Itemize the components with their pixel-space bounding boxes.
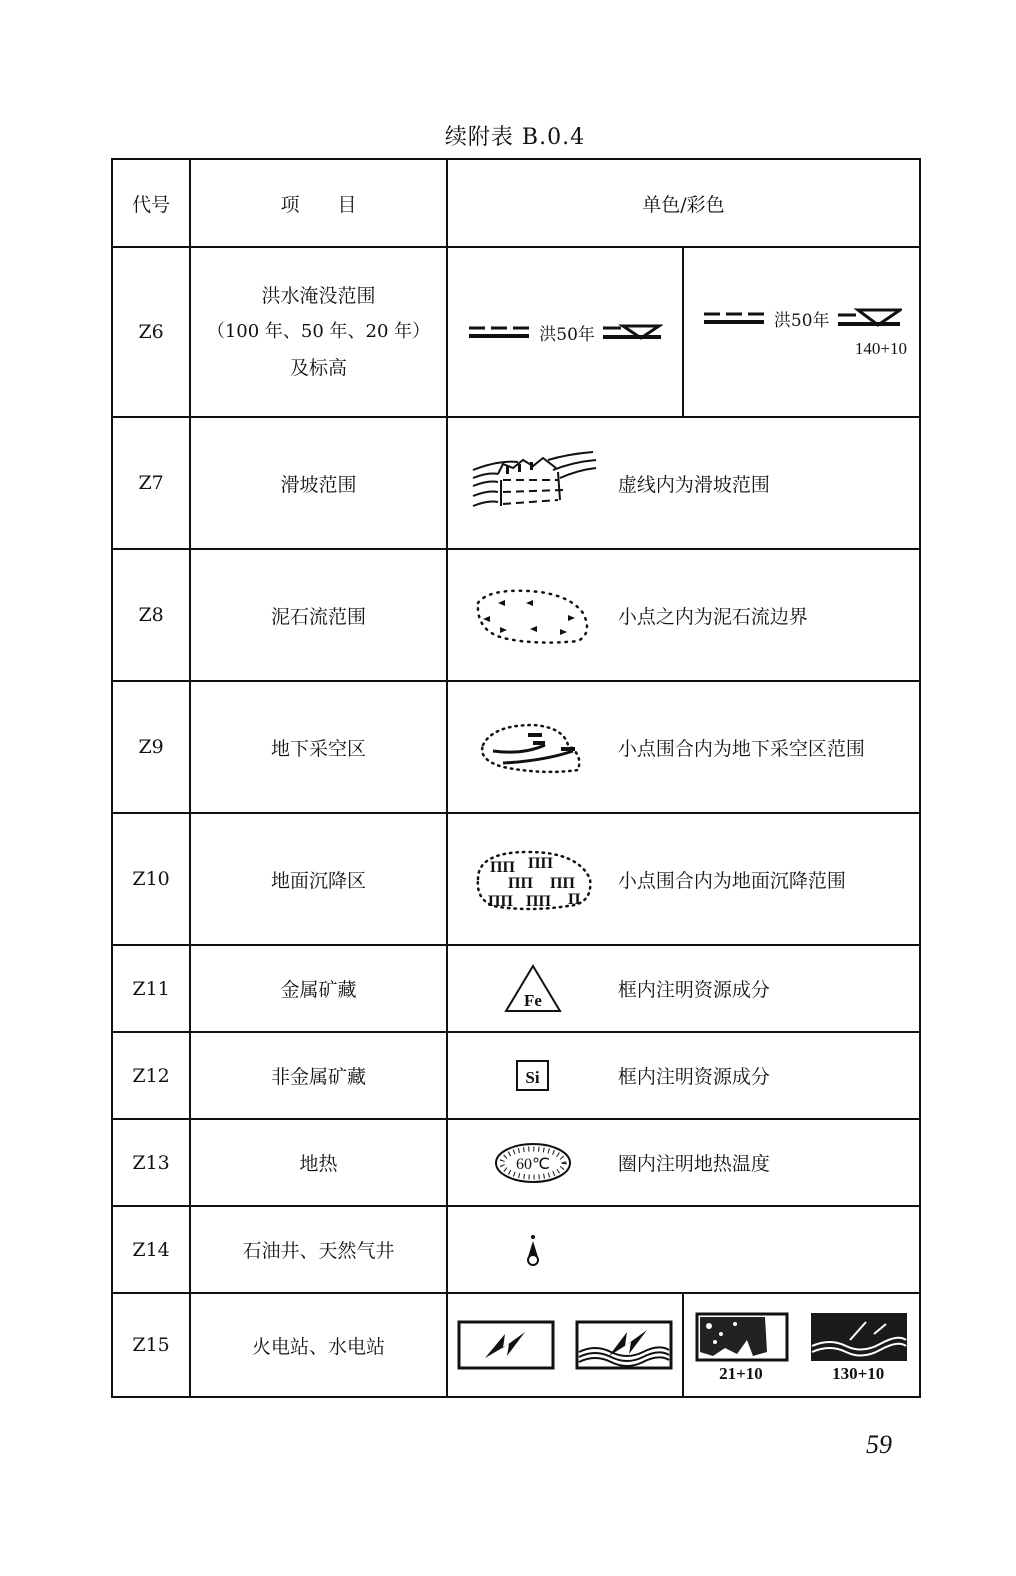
row-code: Z13 (112, 1119, 190, 1206)
geothermal-icon (493, 1140, 573, 1186)
row-item (190, 247, 447, 417)
row-code: Z15 (112, 1293, 190, 1397)
svg-text:ΠΠ: ΠΠ (507, 875, 533, 892)
row-item: 地面沉降区 (190, 813, 447, 945)
symbol-cell (447, 813, 920, 945)
row-item: 地下采空区 (190, 681, 447, 813)
mono-symbol-cell (447, 1293, 684, 1397)
row-code: Z11 (112, 945, 190, 1032)
color-code: 130+10 (832, 1364, 885, 1383)
page-number: 59 (866, 1430, 892, 1459)
svg-text:ΠΠ: ΠΠ (525, 893, 551, 910)
color-symbol-cell (683, 247, 920, 417)
symbol-description: 虚线内为滑坡范围 (617, 473, 770, 496)
table-row (112, 1119, 920, 1206)
landslide-icon (468, 450, 598, 516)
table-row (112, 549, 920, 681)
symbol-cell (447, 1206, 920, 1293)
debris-flow-icon (468, 583, 598, 647)
symbol-description: 小点围合内为地面沉降范围 (617, 869, 846, 892)
row-item: 金属矿藏 (190, 945, 447, 1032)
elevation-color-code: 140+10 (854, 338, 907, 358)
elevation-marker-icon (836, 307, 902, 329)
flood-label: 洪50年 (773, 310, 830, 331)
row-code: Z14 (112, 1206, 190, 1293)
svg-text:ΠΠ: ΠΠ (549, 875, 575, 892)
row-item: 石油井、天然气井 (190, 1206, 447, 1293)
oil-well-icon (523, 1233, 543, 1267)
row-item: 非金属矿藏 (190, 1032, 447, 1119)
row-code: Z7 (112, 417, 190, 549)
thermal-power-station-icon (457, 1320, 555, 1370)
header-item: 项 目 (190, 159, 447, 247)
symbol-table (111, 158, 921, 1398)
color-code: 21+10 (719, 1364, 763, 1383)
symbol-description: 框内注明资源成分 (617, 979, 770, 1001)
svg-text:Π: Π (567, 891, 581, 908)
header-symbol: 单色/彩色 (447, 159, 920, 247)
row-code: Z10 (112, 813, 190, 945)
symbol-cell (447, 549, 920, 681)
elevation-marker-icon (601, 322, 663, 342)
triangle-ore-icon (503, 963, 563, 1015)
item-line: 洪水淹没范围 (261, 285, 376, 307)
symbol-cell (447, 681, 920, 813)
table-row (112, 813, 920, 945)
symbol-description: 小点之内为泥石流边界 (617, 605, 808, 628)
symbol-description: 小点围合内为地下采空区范围 (617, 737, 865, 760)
header-code: 代号 (112, 159, 190, 247)
svg-text:ΠΠ: ΠΠ (489, 859, 515, 876)
subsidence-icon (468, 844, 598, 914)
color-symbol-cell (683, 1293, 920, 1397)
symbol-cell (447, 1032, 920, 1119)
color-codes (684, 1364, 919, 1384)
thermal-power-station-color-icon (695, 1312, 789, 1362)
symbol-cell (447, 417, 920, 549)
symbol-cell (447, 945, 920, 1032)
row-code: Z12 (112, 1032, 190, 1119)
svg-text:Fe: Fe (523, 990, 542, 1010)
table-row (112, 681, 920, 813)
mined-out-area-icon (473, 715, 593, 779)
mono-symbol-cell (447, 247, 684, 417)
svg-text:ΠΠ: ΠΠ (527, 855, 553, 872)
row-item: 泥石流范围 (190, 549, 447, 681)
row-item: 地热 (190, 1119, 447, 1206)
table-row (112, 945, 920, 1032)
item-line: （100 年、50 年、20 年） (206, 321, 431, 342)
row-code: Z8 (112, 549, 190, 681)
table-title: 续附表 B.0.4 (444, 125, 586, 150)
table-row (112, 1032, 920, 1119)
dashed-flood-line-icon (467, 323, 533, 341)
row-item: 滑坡范围 (190, 417, 447, 549)
table-row (112, 417, 920, 549)
flood-label: 洪50年 (539, 324, 595, 345)
flood-symbol-color (684, 306, 919, 331)
symbol-cell (447, 1119, 920, 1206)
item-line: 及标高 (289, 357, 347, 379)
row-item: 火电站、水电站 (190, 1293, 447, 1397)
flood-symbol-mono (448, 320, 683, 345)
table-header-row (112, 159, 920, 247)
row-code: Z6 (112, 247, 190, 417)
symbol-description: 框内注明资源成分 (617, 1066, 770, 1088)
square-mineral-icon (515, 1059, 551, 1093)
table-row (112, 247, 920, 417)
svg-text:Si: Si (525, 1067, 540, 1087)
table-row (112, 1293, 920, 1397)
hydro-power-station-icon (575, 1320, 673, 1370)
symbol-description: 圈内注明地热温度 (617, 1153, 770, 1175)
dashed-flood-line-icon (702, 309, 768, 327)
svg-text:ΠΠ: ΠΠ (487, 893, 513, 910)
svg-text:60℃: 60℃ (515, 1155, 550, 1173)
table-row (112, 1206, 920, 1293)
row-code: Z9 (112, 681, 190, 813)
hydro-power-station-color-icon (810, 1312, 908, 1362)
